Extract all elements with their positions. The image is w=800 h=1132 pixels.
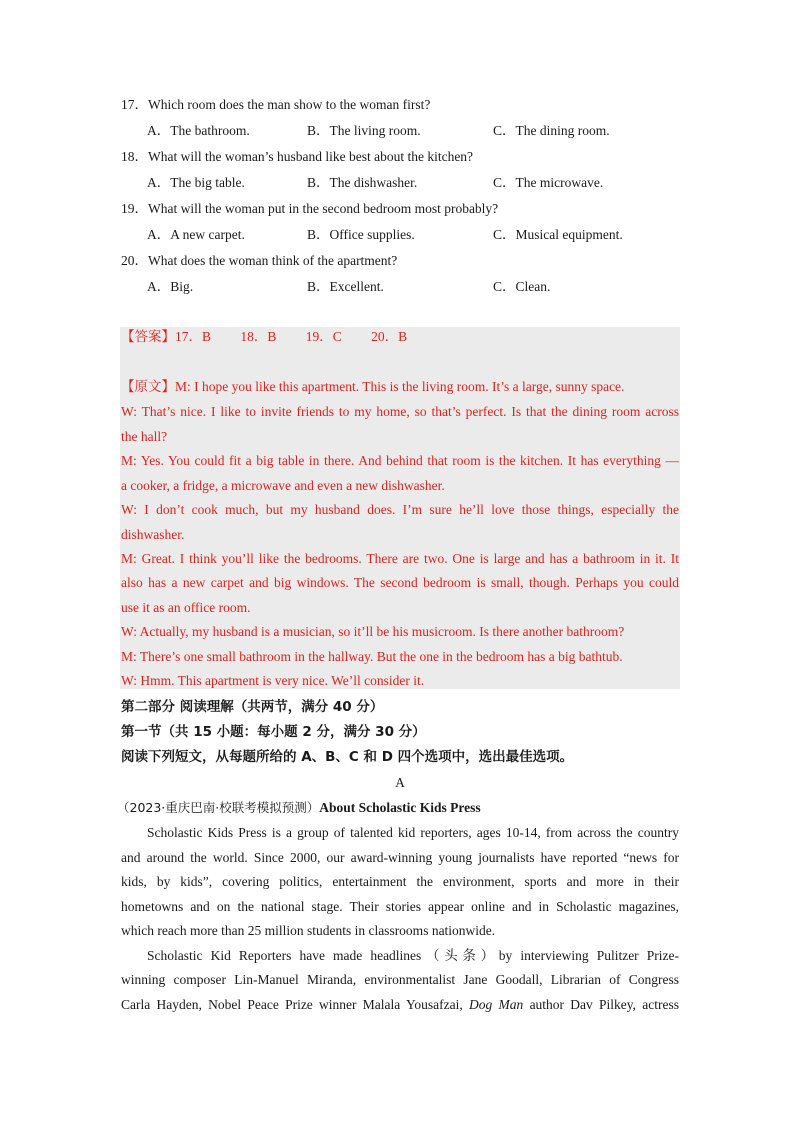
passage-line: and around the world. Since 2000, our award-winning young journalists have reported “news for (121, 850, 679, 865)
subsection-title: 第一节（共 15 小题：每小题 2 分，满分 30 分） (121, 724, 426, 740)
option-b: B．Excellent. (307, 279, 384, 294)
transcript-line: M: There’s one small bathroom in the hallway. But the one in the bedroom has a big bathtub. (121, 649, 623, 664)
option-c: C．The dining room. (493, 123, 610, 138)
transcript-line: W: Hmm. This apartment is very nice. We’ll consider it. (121, 673, 425, 688)
transcript-line: M: Great. I think you’ll like the bedrooms. There are two. One is large and has a bathroom in it. It (121, 551, 679, 566)
passage-line: Scholastic Kid Reporters have made headlines（头条）by interviewing Pulitzer Prize- (147, 948, 679, 963)
transcript-label: 【原文】 (121, 379, 175, 395)
passage-line: Carla Hayden, Nobel Peace Prize winner Malala Yousafzai, Dog Man author Dav Pilkey, actress (121, 997, 680, 1012)
option-b: B．The living room. (307, 123, 421, 138)
question-stem: 17．Which room does the man show to the woman first? (121, 97, 431, 112)
instruction: 阅读下列短文，从每题所给的 A、B、C 和 D 四个选项中，选出最佳选项。 (121, 749, 574, 765)
transcript-line: M: Yes. You could fit a big table in there. And behind that room is the kitchen. It has everything — (121, 453, 679, 468)
answer-item: 17．B (175, 329, 212, 344)
transcript-line: dishwasher. (121, 527, 185, 542)
question-stem: 18．What will the woman’s husband like best about the kitchen? (121, 149, 474, 164)
book-title: Dog Man (469, 997, 524, 1012)
answer-line (121, 328, 407, 346)
transcript-line: use it as an office room. (121, 600, 251, 615)
transcript-line: W: Actually, my husband is a musician, so it’ll be his musicroom. Is there another bathroom? (121, 624, 625, 639)
passage-source: （2023·重庆巴南·校联考模拟预测） (117, 800, 320, 815)
passage-line: kids, by kids”, covering politics, entertainment the environment, sports and more in their (121, 874, 679, 889)
passage-line: which reach more than 25 million students in classrooms nationwide. (121, 923, 496, 938)
passage-line: winning composer Lin-Manuel Miranda, environmentalist Jane Goodall, Librarian of Congress (121, 972, 679, 987)
passage-letter: A (395, 775, 405, 790)
transcript-line: 【原文】M: I hope you like this apartment. This is the living room. It’s a large, sunny space. (121, 379, 625, 395)
answer-item: 19．C (305, 329, 342, 344)
question-stem: 19．What will the woman put in the second bedroom most probably? (121, 201, 499, 216)
passage-line: Scholastic Kids Press is a group of talented kid reporters, ages 10-14, from across the country (147, 825, 679, 840)
option-c: C．The microwave. (493, 175, 604, 190)
question-stem: 20．What does the woman think of the apartment? (121, 253, 398, 268)
transcript-line: a cooker, a fridge, a microwave and even a new dishwasher. (121, 478, 445, 493)
transcript-line: the hall? (121, 429, 168, 444)
option-b: B．The dishwasher. (307, 175, 418, 190)
passage-heading (117, 799, 481, 817)
transcript-line: W: That’s nice. I like to invite friends to my home, so that’s perfect. Is that the dining room across (121, 404, 679, 419)
part-title: 第二部分 阅读理解（共两节，满分 40 分） (121, 699, 384, 715)
passage-line: hometowns and on the national stage. Their stories appear online and in Scholastic magazines, (121, 899, 679, 914)
answer-item: 18．B (240, 329, 277, 344)
option-a: A．The big table. (147, 175, 245, 190)
option-b: B．Office supplies. (307, 227, 415, 242)
answer-label: 【答案】 (121, 329, 175, 345)
option-a: A．A new carpet. (147, 227, 245, 242)
option-c: C．Musical equipment. (493, 227, 623, 242)
option-c: C．Clean. (493, 279, 551, 294)
transcript-line: also has a new carpet and big windows. The second bedroom is small, though. Perhaps you could (121, 575, 679, 590)
option-a: A．Big. (147, 279, 194, 294)
transcript-line: W: I don’t cook much, but my husband does. I’m sure he’ll love those things, especially the (121, 502, 679, 517)
passage-title: About Scholastic Kids Press (319, 800, 481, 815)
option-a: A．The bathroom. (147, 123, 250, 138)
answer-item: 20．B (371, 329, 408, 344)
